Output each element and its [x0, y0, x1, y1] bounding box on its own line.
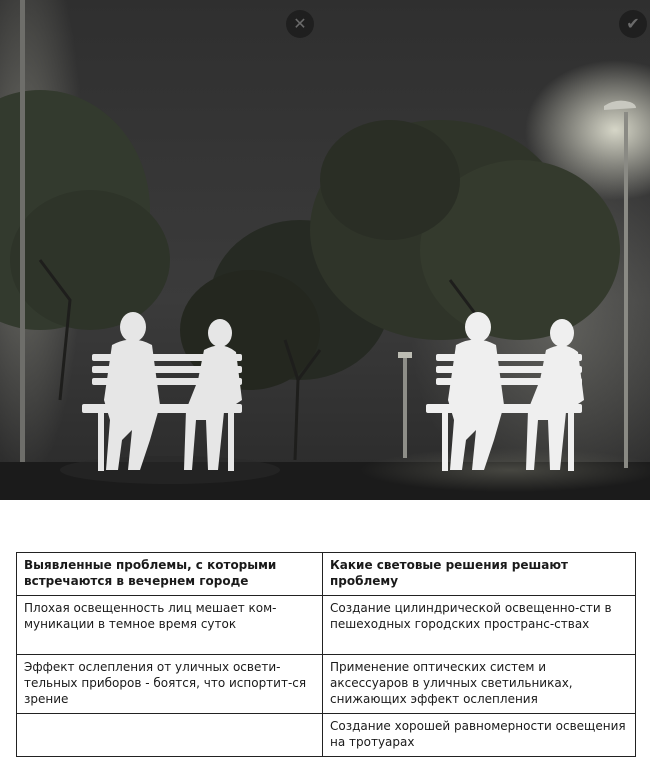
solution-cell: Применение оптических систем и аксессуаров в уличных светильниках, снижающих эффект ослепления — [323, 655, 636, 714]
table-row — [17, 714, 636, 757]
solution-cell: Создание цилиндрической освещенно-сти в пешеходных городских пространс-ствах — [323, 596, 636, 655]
table-row — [17, 596, 636, 655]
left-lamp-pole — [20, 0, 25, 462]
problem-cell — [17, 714, 323, 757]
bollard — [403, 356, 407, 458]
problems-solutions-table — [16, 552, 636, 757]
problem-cell: Эффект ослепления от уличных освети-тельных приборов - боятся, что испортит-ся зрение — [17, 655, 323, 714]
table-row — [17, 655, 636, 714]
solution-cell: Создание хорошей равномерности освещения на тротуарах — [323, 714, 636, 757]
header-solutions: Какие световые решения решают проблему — [323, 553, 636, 596]
header-problems: Выявленные проблемы, с которыми встречаются в вечернем городе — [17, 553, 323, 596]
right-lamp-pole — [624, 112, 628, 468]
table-header-row — [17, 553, 636, 596]
check-icon: ✔ — [619, 10, 647, 38]
close-icon: ✕ — [286, 10, 314, 38]
problem-cell: Плохая освещенность лиц мешает ком-муникации в темное время суток — [17, 596, 323, 655]
